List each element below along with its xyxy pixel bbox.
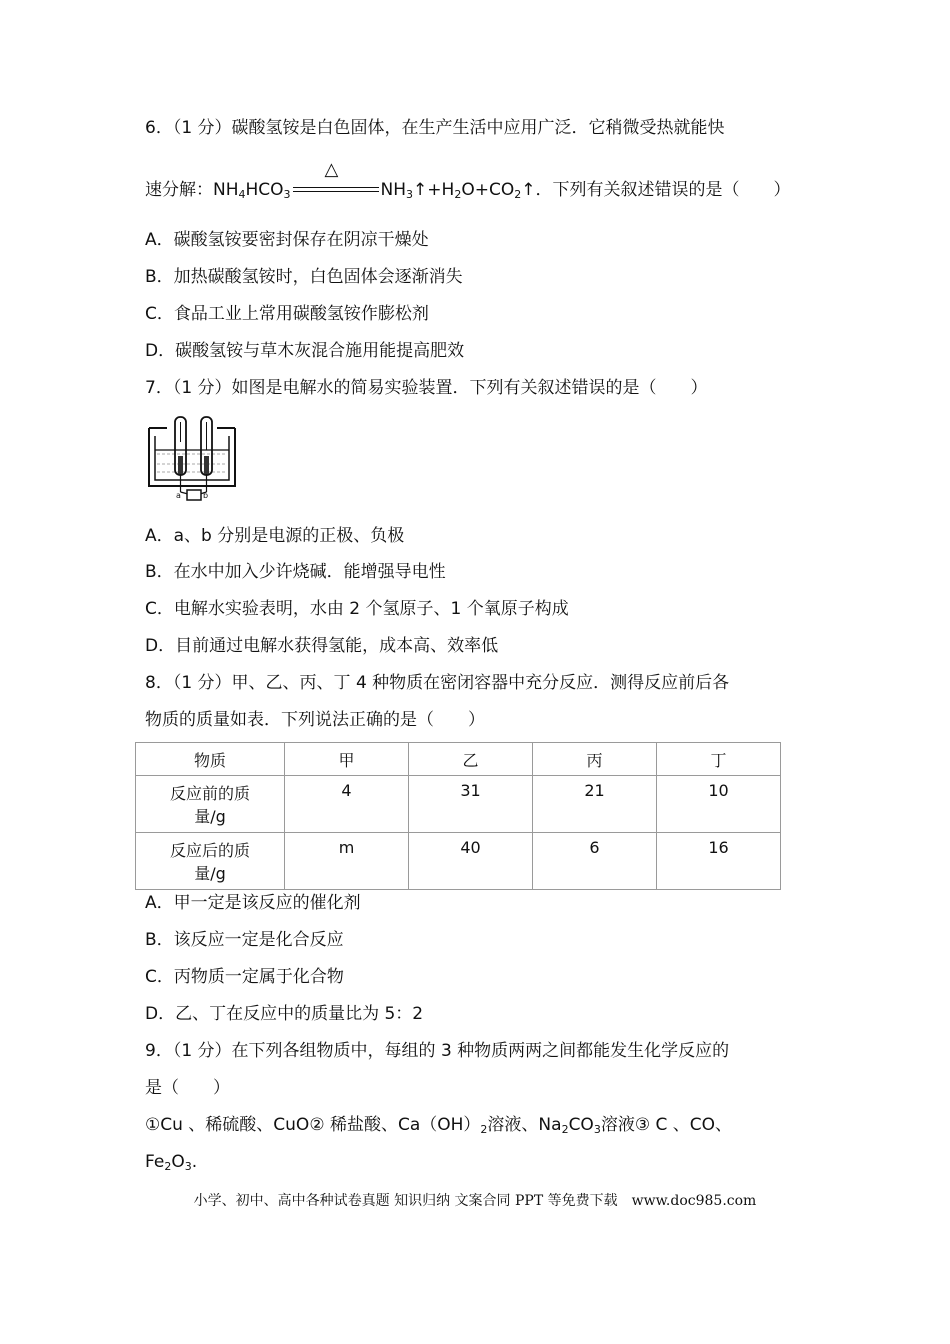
subscript: 3: [406, 188, 414, 201]
q9-text: 溶液、Na: [487, 1115, 562, 1135]
q7-option-a: A．a、b 分别是电源的正极、负极: [145, 526, 405, 546]
electrolysis-apparatus-figure: [145, 414, 241, 504]
subscript: 3: [283, 188, 291, 201]
q8-option-d: D．乙、丁在反应中的质量比为 5：2: [145, 1004, 424, 1024]
q7-option-c: C．电解水实验表明，水由 2 个氢原子、1 个氧原子构成: [145, 599, 569, 619]
q6-stem-line1: 6．（1 分）碳酸氢铵是白色固体，在生产生活中应用广泛．它稍微受热就能快: [145, 118, 725, 138]
heat-triangle-icon: △: [324, 159, 339, 180]
container-inner-wall: [155, 436, 229, 480]
table-header-cell: 甲: [285, 743, 409, 776]
q7-option-b: B．在水中加入少许烧碱．能增强导电性: [145, 562, 446, 582]
table-cell: 6: [533, 833, 657, 890]
table-header-cell: 乙: [409, 743, 533, 776]
table-cell: m: [285, 833, 409, 890]
q8-option-a: A．甲一定是该反应的催化剂: [145, 893, 361, 913]
q6-option-a: A．碳酸氢铵要密封保存在阴凉干燥处: [145, 230, 429, 250]
row-label-line: 量/g: [194, 807, 226, 826]
table-cell: 10: [657, 776, 781, 833]
q9-text: CO: [568, 1115, 594, 1135]
table-row-label: [136, 833, 285, 890]
subscript: 2: [514, 188, 522, 201]
q6-option-c: C．食品工业上常用碳酸氢铵作膨松剂: [145, 304, 429, 324]
label-b: b: [203, 491, 209, 500]
power-source: [187, 490, 201, 500]
table-header-cell: 丁: [657, 743, 781, 776]
table-cell: 21: [533, 776, 657, 833]
q9-text: ①Cu 、稀硫酸、CuO② 稀盐酸、Ca（OH）: [145, 1115, 481, 1135]
q6-eq-text: HCO: [245, 180, 284, 200]
subscript: 2: [164, 1160, 172, 1173]
electrode-left: [178, 456, 183, 474]
q6-option-b: B．加热碳酸氢铵时，白色固体会逐渐消失: [145, 267, 463, 287]
subscript: 2: [561, 1123, 569, 1136]
q8-stem-line1: 8．（1 分）甲、乙、丙、丁 4 种物质在密闭容器中充分反应．测得反应前后各: [145, 673, 730, 693]
subscript: 3: [184, 1160, 192, 1173]
reaction-arrow: [293, 159, 379, 202]
container-wall: [149, 428, 235, 486]
table-cell: 31: [409, 776, 533, 833]
q6-eq-text: ↑+H: [413, 180, 455, 200]
page-footer: 小学、初中、高中各种试卷真题 知识归纳 文案合同 PPT 等免费下载 www.doc985.com: [193, 1193, 757, 1209]
subscript: 3: [593, 1123, 601, 1136]
subscript: 2: [480, 1123, 488, 1136]
q6-eq-text: NH: [380, 180, 407, 200]
electrode-right: [204, 456, 209, 474]
q6-eq-text: O+CO: [461, 180, 515, 200]
mass-table: [135, 742, 781, 890]
q6-equation-line: [145, 159, 791, 202]
q9-groups-line: [145, 1113, 732, 1137]
q6-option-d: D．碳酸氢铵与草木灰混合施用能提高肥效: [145, 341, 465, 361]
q7-stem: 7．（1 分）如图是电解水的简易实验装置．下列有关叙述错误的是（ ）: [145, 378, 708, 398]
table-row: [136, 833, 781, 890]
q9-text: O: [171, 1152, 185, 1172]
table-header-cell: 丙: [533, 743, 657, 776]
table-cell: 4: [285, 776, 409, 833]
subscript: 4: [238, 188, 246, 201]
q6-eq-suffix: ↑．下列有关叙述错误的是（ ）: [521, 180, 791, 200]
q9-groups-line2: [145, 1150, 197, 1174]
q8-option-c: C．丙物质一定属于化合物: [145, 967, 344, 987]
table-header-row: [136, 743, 781, 776]
row-label-line: 量/g: [194, 864, 226, 883]
row-label-line: 反应后的质: [169, 841, 250, 860]
table-row: [136, 776, 781, 833]
q8-option-b: B．该反应一定是化合反应: [145, 930, 344, 950]
row-label-line: 反应前的质: [169, 784, 250, 803]
subscript: 2: [454, 188, 462, 201]
q8-stem-line2: 物质的质量如表．下列说法正确的是（ ）: [145, 710, 485, 730]
q7-option-d: D．目前通过电解水获得氢能，成本高、效率低: [145, 636, 499, 656]
q9-text: .: [191, 1152, 198, 1172]
label-a: a: [176, 491, 181, 500]
table-cell: 16: [657, 833, 781, 890]
table-cell: 40: [409, 833, 533, 890]
q9-text: Fe: [145, 1152, 165, 1172]
table-header-cell: 物质: [136, 743, 285, 776]
q6-eq-prefix: 速分解：NH: [145, 180, 239, 200]
q9-text: 溶液③ C 、CO、: [600, 1115, 732, 1135]
table-row-label: [136, 776, 285, 833]
q9-stem-line2: 是（ ）: [145, 1078, 230, 1098]
q9-stem-line1: 9．（1 分）在下列各组物质中，每组的 3 种物质两两之间都能发生化学反应的: [145, 1041, 730, 1061]
